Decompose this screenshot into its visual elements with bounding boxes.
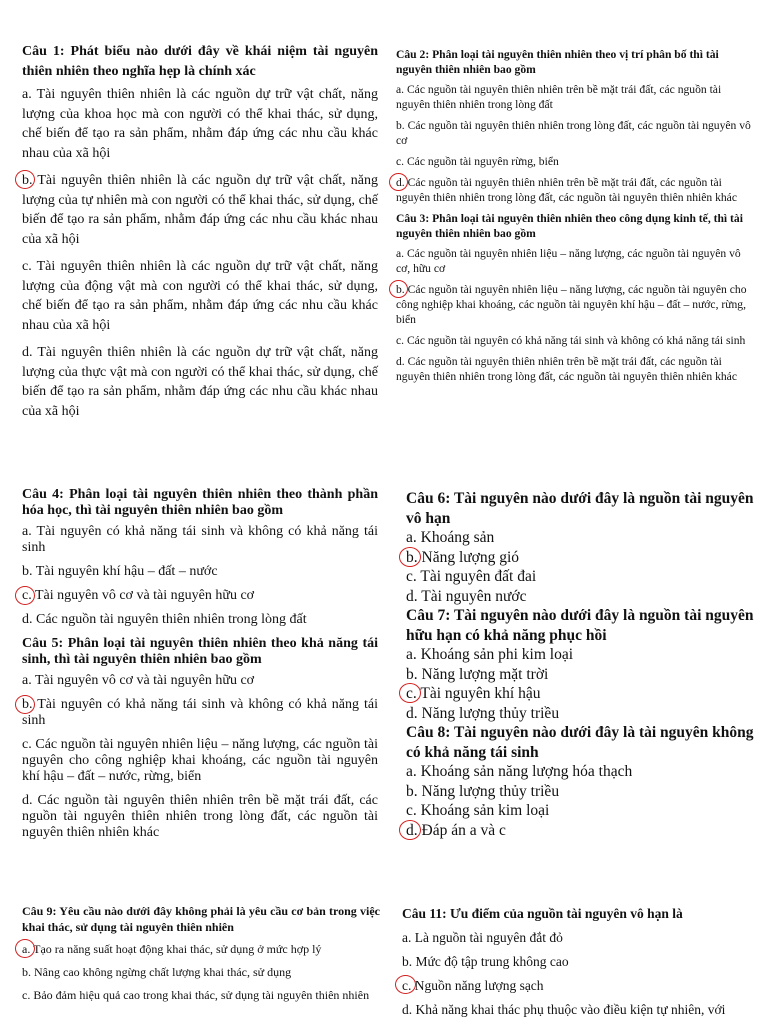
answer-circle-mark: [389, 173, 408, 191]
q2-option-c: c. Các nguồn tài nguyên rừng, biển: [396, 155, 559, 168]
q7-option-d: d. Năng lượng thủy triều: [406, 704, 560, 722]
q4-option-c-row: [22, 588, 378, 604]
q6-option-a: a. Khoáng sản: [406, 529, 495, 546]
question-6-8-block: [406, 489, 756, 840]
question-3-title: Câu 3: Phân loại tài nguyên thiên nhiên theo công dụng kinh tế, thì tài nguyên thiên nhiên bao gồm: [396, 212, 743, 240]
answer-circle-mark: [389, 280, 408, 298]
answer-circle-mark: [15, 586, 35, 605]
question-7-title: Câu 7: Tài nguyên nào dưới đây là nguồn tài nguyên hữu hạn có khả năng phục hồi: [406, 607, 754, 644]
q4-option-b: b. Tài nguyên khí hậu – đất – nước: [22, 564, 218, 579]
q9-option-b: b. Nâng cao không ngừng chất lượng khai thác, sử dụng: [22, 965, 292, 979]
q6-option-b-row: [406, 548, 756, 568]
q7-option-b: b. Năng lượng mặt trời: [406, 665, 549, 683]
q6-option-b: b. Năng lượng gió: [406, 548, 520, 566]
q2-option-b: b. Các nguồn tài nguyên thiên nhiên trong lòng đất, các nguồn tài nguyên vô cơ: [396, 119, 751, 147]
q4-option-c: c. Tài nguyên vô cơ và tài nguyên hữu cơ: [22, 588, 255, 603]
answer-circle-mark: [15, 695, 35, 714]
q1-option-d: d. Tài nguyên thiên nhiên là các nguồn dự trữ vật chất, năng lượng của thực vật mà con người có thể khai thác, sử dụng, chế biến để tạo ra sản phẩm, nhằm đáp ứng các nhu cầu khác nhau của xã hội: [22, 345, 378, 419]
q11-option-a: a. Là nguồn tài nguyên đắt đỏ: [402, 930, 563, 945]
q3-option-d: d. Các nguồn tài nguyên thiên nhiên trên bề mặt trái đất, các nguồn tài nguyên thiên nhiên trong lòng đất, các nguồn tài nguyên thiên nhiên khác: [396, 355, 737, 383]
q5-option-a: a. Tài nguyên vô cơ và tài nguyên hữu cơ: [22, 673, 255, 688]
q5-option-c: c. Các nguồn tài nguyên nhiên liệu – năng lượng, các nguồn tài nguyên cho công nghiệp khai khoáng, các nguồn tài nguyên khí hậu – đất – nước, rừng, biển: [22, 737, 378, 784]
question-9-title: Câu 9: Yêu cầu nào dưới đây không phải là yêu cầu cơ bản trong việc khai thác, sử dụng tài nguyên thiên nhiên: [22, 904, 380, 934]
q7-option-c-row: [406, 684, 756, 704]
q9-option-c: c. Bảo đảm hiệu quả cao trong khai thác, sử dụng tài nguyên thiên nhiên: [22, 988, 370, 1002]
q11-option-c: c. Nguồn năng lượng sạch: [402, 978, 544, 993]
q11-option-b: b. Mức độ tập trung không cao: [402, 954, 569, 969]
q4-option-a: a. Tài nguyên có khả năng tái sinh và không có khả năng tái sinh: [22, 524, 378, 555]
q4-option-d: d. Các nguồn tài nguyên thiên nhiên trong lòng đất: [22, 612, 307, 627]
question-11-block: [402, 905, 758, 1025]
answer-circle-mark: [399, 683, 421, 703]
q5-option-b-row: [22, 697, 378, 729]
answer-circle-mark: [395, 975, 416, 994]
question-11-title: Câu 11: Ưu điểm của nguồn tài nguyên vô hạn là: [402, 906, 683, 921]
question-2-title: Câu 2: Phân loại tài nguyên thiên nhiên theo vị trí phân bố thì tài nguyên thiên nhiên bao gồm: [396, 48, 719, 76]
q7-option-c: c. Tài nguyên khí hậu: [406, 685, 541, 702]
q9-option-a: a. Tạo ra năng suất hoạt động khai thác, sử dụng ở mức hợp lý: [22, 942, 322, 956]
question-8-title: Câu 8: Tài nguyên nào dưới đây là tài nguyên không có khả năng tái sinh: [406, 724, 754, 761]
q8-option-d-row: [406, 821, 756, 841]
question-2-3-block: [396, 47, 752, 390]
question-4-5-block: [22, 487, 378, 849]
answer-circle-mark: [15, 170, 35, 189]
q3-option-c: c. Các nguồn tài nguyên có khả năng tái sinh và không có khả năng tái sinh: [396, 334, 746, 347]
q1-option-a: a. Tài nguyên thiên nhiên là các nguồn dự trữ vật chất, năng lượng của khoa học mà con người có thể khai thác, sử dụng, chế biến để tạo ra sản phẩm, nhằm đáp ứng các nhu cầu khác nhau của xã hội: [22, 87, 378, 161]
q5-option-b: b. Tài nguyên có khả năng tái sinh và không có khả năng tái sinh: [22, 697, 378, 728]
q7-option-a: a. Khoáng sản phi kim loại: [406, 646, 574, 663]
q11-option-c-row: [402, 977, 758, 994]
q5-option-d: d. Các nguồn tài nguyên thiên nhiên trên bề mặt trái đất, các nguồn tài nguyên thiên nhiên trong lòng đất, các nguồn tài nguyên thiên nhiên khác: [22, 793, 378, 840]
q2-option-a: a. Các nguồn tài nguyên thiên nhiên trên bề mặt trái đất, các nguồn tài nguyên thiên nhiên trong lòng đất: [396, 83, 722, 111]
q8-option-d: d. Đáp án a và c: [406, 821, 506, 839]
question-1-block: [22, 42, 378, 429]
q6-option-c: c. Tài nguyên đất đai: [406, 568, 537, 585]
q1-option-b-row: [22, 171, 378, 249]
question-6-title: Câu 6: Tài nguyên nào dưới đây là nguồn tài nguyên vô hạn: [406, 490, 754, 527]
q8-option-c: c. Khoáng sản kim loại: [406, 802, 550, 819]
answer-circle-mark: [399, 547, 421, 567]
question-9-block: [22, 903, 380, 1010]
question-5-title: Câu 5: Phân loại tài nguyên thiên nhiên theo khả năng tái sinh, thì tài nguyên thiên nhiên bao gồm: [22, 636, 378, 667]
q3-option-b-row: [396, 282, 752, 327]
q2-option-d-row: [396, 175, 752, 205]
q3-option-b: b. Các nguồn tài nguyên nhiên liệu – năng lượng, các nguồn tài nguyên cho công nghiệp khai khoáng, các nguồn tài nguyên khí hậu – đất – nước, rừng, biển: [396, 283, 747, 326]
q1-option-c: c. Tài nguyên thiên nhiên là các nguồn dự trữ vật chất, năng lượng của động vật mà con người có thể khai thác, sử dụng, chế biến để tạo ra sản phẩm, nhằm đáp ứng các nhu cầu khác nhau của xã hội: [22, 259, 378, 333]
answer-circle-mark: [399, 820, 421, 840]
q9-option-a-row: [22, 941, 380, 957]
q8-option-b: b. Năng lượng thủy triều: [406, 782, 560, 800]
answer-circle-mark: [15, 939, 35, 958]
question-4-title: Câu 4: Phân loại tài nguyên thiên nhiên theo thành phần hóa học, thì tài nguyên thiên nhiên bao gồm: [22, 487, 378, 518]
q11-option-d: d. Khả năng khai thác phụ thuộc vào điều kiện tự nhiên, với: [402, 1002, 726, 1017]
question-1-title: Câu 1: Phát biểu nào dưới đây về khái niệm tài nguyên thiên nhiên theo nghĩa hẹp là chính xác: [22, 44, 378, 79]
q8-option-a: a. Khoáng sản năng lượng hóa thạch: [406, 763, 633, 780]
q6-option-d: d. Tài nguyên nước: [406, 587, 527, 605]
q1-option-b: b. Tài nguyên thiên nhiên là các nguồn dự trữ vật chất, năng lượng của tự nhiên mà con người có thể khai thác, sử dụng, chế biến để tạo ra sản phẩm, nhằm đáp ứng các nhu cầu khác nhau của xã hội: [22, 173, 378, 247]
q3-option-a: a. Các nguồn tài nguyên nhiên liệu – năng lượng, các nguồn tài nguyên vô cơ, hữu cơ: [396, 247, 741, 275]
q2-option-d: d. Các nguồn tài nguyên thiên nhiên trên bề mặt trái đất, các nguồn tài nguyên thiên nhiên trong lòng đất, các nguồn tài nguyên thiên nhiên khác: [396, 176, 737, 204]
